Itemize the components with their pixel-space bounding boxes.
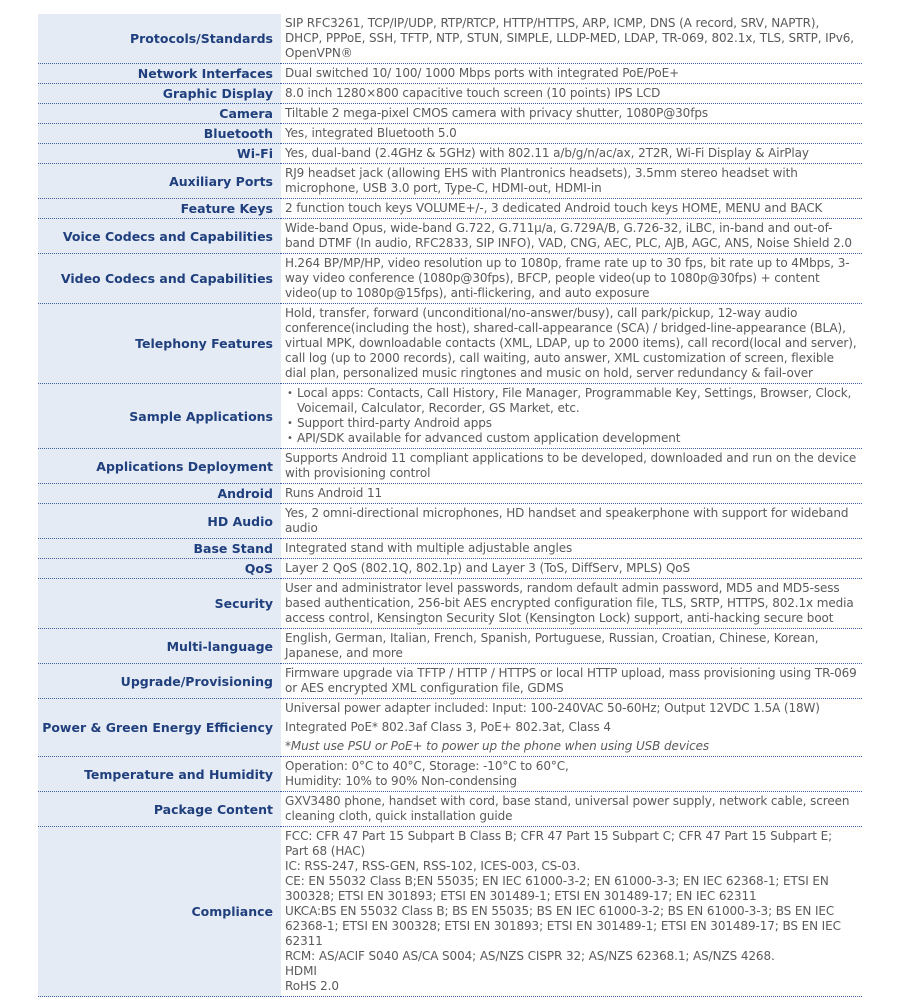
spec-value-line: IC: RSS-247, RSS-GEN, RSS-102, ICES-003, CS-03. bbox=[285, 859, 581, 873]
spec-label: Auxiliary Ports bbox=[38, 164, 281, 199]
spec-table-body bbox=[38, 14, 862, 997]
spec-value bbox=[281, 504, 862, 539]
spec-label: Telephony Features bbox=[38, 304, 281, 384]
spec-value bbox=[281, 699, 862, 757]
spec-row-wi-fi bbox=[38, 144, 862, 164]
spec-value bbox=[281, 219, 862, 254]
spec-bullet-item: • API/SDK available for advanced custom application development bbox=[285, 431, 858, 446]
spec-value-line: Hold, transfer, forward (unconditional/no-answer/busy), call park/pickup, 12-way audio conference(including the host), shared-call-appearance (SCA) / bridged-line-appearance (BLA), virtual MPK, downloadable contacts (XML, LDAP, up to 2000 items), call record(local and server), call log (up to 2000 records), call waiting, auto answer, XML customization of screen, flexible dial plan, personalized music ringtones and music on hold, server redundancy & fail-over bbox=[285, 306, 857, 380]
spec-value-line: RoHS 2.0 bbox=[285, 979, 339, 993]
spec-label: Sample Applications bbox=[38, 384, 281, 449]
spec-value bbox=[281, 164, 862, 199]
spec-row-qos bbox=[38, 559, 862, 579]
spec-value bbox=[281, 449, 862, 484]
spec-row-video-codecs-and-capabilities bbox=[38, 254, 862, 304]
spec-value-line: CE: EN 55032 Class B;EN 55035; EN IEC 61000-3-2; EN 61000-3-3; EN IEC 62368-1; ETSI EN 300328; ETSI EN 301893; ETSI EN 301489-1; ETSI EN 301489-17; EN IEC 62311 bbox=[285, 874, 829, 903]
spec-row-upgrade-provisioning bbox=[38, 664, 862, 699]
spec-row-multi-language bbox=[38, 629, 862, 664]
spec-label: Multi-language bbox=[38, 629, 281, 664]
spec-label: Security bbox=[38, 579, 281, 629]
spec-value bbox=[281, 104, 862, 124]
spec-label: Protocols/Standards bbox=[38, 14, 281, 64]
spec-row-network-interfaces bbox=[38, 64, 862, 84]
spec-label: Upgrade/Provisioning bbox=[38, 664, 281, 699]
spec-row-telephony-features bbox=[38, 304, 862, 384]
spec-row-auxiliary-ports bbox=[38, 164, 862, 199]
spec-value-line: User and administrator level passwords, random default admin password, MD5 and MD5-sess based authentication, 256-bit AES encrypted configuration file, TLS, SRTP, HTTPS, 802.1x media access control, Kensington Security Slot (Kensington Lock) support, anti-hacking secure boot bbox=[285, 581, 854, 625]
spec-label: Compliance bbox=[38, 827, 281, 997]
spec-label: Wi-Fi bbox=[38, 144, 281, 164]
spec-label: QoS bbox=[38, 559, 281, 579]
spec-value-line: Supports Android 11 compliant applications to be developed, downloaded and run on the device with provisioning control bbox=[285, 451, 857, 480]
spec-label: Applications Deployment bbox=[38, 449, 281, 484]
spec-label: Network Interfaces bbox=[38, 64, 281, 84]
spec-value bbox=[281, 199, 862, 219]
spec-bullet-item: • Local apps: Contacts, Call History, File Manager, Programmable Key, Settings, Browser, Clock, Voicemail, Calculator, Recorder, GS Market, etc. bbox=[285, 386, 858, 416]
spec-row-feature-keys bbox=[38, 199, 862, 219]
spec-value-line: Universal power adapter included: Input: 100-240VAC 50-60Hz; Output 12VDC 1.5A (18W) bbox=[285, 701, 820, 715]
spec-row-package-content bbox=[38, 792, 862, 827]
spec-value-line: Operation: 0°C to 40°C, Storage: -10°C to 60°C, bbox=[285, 759, 569, 773]
spec-row-android bbox=[38, 484, 862, 504]
spec-row-camera bbox=[38, 104, 862, 124]
spec-value bbox=[281, 827, 862, 997]
spec-label: Video Codecs and Capabilities bbox=[38, 254, 281, 304]
spec-label: Android bbox=[38, 484, 281, 504]
spec-label: Base Stand bbox=[38, 539, 281, 559]
spec-label: Voice Codecs and Capabilities bbox=[38, 219, 281, 254]
spec-value-line: FCC: CFR 47 Part 15 Subpart B Class B; CFR 47 Part 15 Subpart C; CFR 47 Part 15 Subpart E; Part 68 (HAC) bbox=[285, 829, 833, 858]
spec-row-protocols-standards bbox=[38, 14, 862, 64]
spec-value bbox=[281, 144, 862, 164]
spec-value-line: Tiltable 2 mega-pixel CMOS camera with privacy shutter, 1080P@30fps bbox=[285, 106, 708, 120]
spec-value bbox=[281, 64, 862, 84]
spec-row-graphic-display bbox=[38, 84, 862, 104]
spec-value-line: Dual switched 10/ 100/ 1000 Mbps ports with integrated PoE/PoE+ bbox=[285, 66, 680, 80]
spec-row-base-stand bbox=[38, 539, 862, 559]
spec-table bbox=[38, 14, 862, 997]
spec-value-line: Runs Android 11 bbox=[285, 486, 383, 500]
spec-value bbox=[281, 792, 862, 827]
spec-value-line: English, German, Italian, French, Spanish, Portuguese, Russian, Croatian, Chinese, Korean, Japanese, and more bbox=[285, 631, 819, 660]
spec-label: HD Audio bbox=[38, 504, 281, 539]
spec-value-line: 8.0 inch 1280×800 capacitive touch screen (10 points) IPS LCD bbox=[285, 86, 661, 100]
spec-value bbox=[281, 629, 862, 664]
spec-label: Camera bbox=[38, 104, 281, 124]
spec-value-line: Yes, dual-band (2.4GHz & 5GHz) with 802.11 a/b/g/n/ac/ax, 2T2R, Wi-Fi Display & AirPlay bbox=[285, 146, 809, 160]
spec-value bbox=[281, 304, 862, 384]
spec-label: Graphic Display bbox=[38, 84, 281, 104]
spec-value-line: Wide-band Opus, wide-band G.722, G.711µ/a, G.729A/B, G.726-32, iLBC, in-band and out-of-band DTMF (In audio, RFC2833, SIP INFO), VAD, CNG, AEC, PLC, AJB, AGC, ANS, Noise Shield 2.0 bbox=[285, 221, 852, 250]
spec-row-voice-codecs-and-capabilities bbox=[38, 219, 862, 254]
spec-value-line: Yes, 2 omni-directional microphones, HD handset and speakerphone with support for wideband audio bbox=[285, 506, 849, 535]
spec-value bbox=[281, 539, 862, 559]
spec-label: Bluetooth bbox=[38, 124, 281, 144]
spec-value-line: RJ9 headset jack (allowing EHS with Plantronics headsets), 3.5mm stereo headset with microphone, USB 3.0 port, Type-C, HDMI-out, HDMI-in bbox=[285, 166, 798, 195]
spec-value-line: H.264 BP/MP/HP, video resolution up to 1080p, frame rate up to 30 fps, bit rate up to 4Mbps, 3-way video conference (1080p@30fps), BFCP, people video(up to 1080p@30fps) + content video(up to 1080p@15fps), anti-flickering, and auto exposure bbox=[285, 256, 850, 300]
spec-label: Temperature and Humidity bbox=[38, 757, 281, 792]
spec-row-bluetooth bbox=[38, 124, 862, 144]
spec-row-hd-audio bbox=[38, 504, 862, 539]
spec-value bbox=[281, 384, 862, 449]
spec-value bbox=[281, 559, 862, 579]
spec-value-line: RCM: AS/ACIF S040 AS/CA S004; AS/NZS CISPR 32; AS/NZS 62368.1; AS/NZS 4268. bbox=[285, 949, 775, 963]
spec-value bbox=[281, 124, 862, 144]
spec-label: Power & Green Energy Efficiency bbox=[38, 699, 281, 757]
spec-value-line: Layer 2 QoS (802.1Q, 802.1p) and Layer 3 (ToS, DiffServ, MPLS) QoS bbox=[285, 561, 691, 575]
spec-row-sample-applications bbox=[38, 384, 862, 449]
spec-value-line: GXV3480 phone, handset with cord, base stand, universal power supply, network cable, screen cleaning cloth, quick installation guide bbox=[285, 794, 850, 823]
spec-value bbox=[281, 484, 862, 504]
spec-bullet-item: • Support third-party Android apps bbox=[285, 416, 858, 431]
spec-value-line: Integrated stand with multiple adjustable angles bbox=[285, 541, 573, 555]
spec-row-temperature-and-humidity bbox=[38, 757, 862, 792]
spec-value bbox=[281, 254, 862, 304]
spec-value-line: 2 function touch keys VOLUME+/-, 3 dedicated Android touch keys HOME, MENU and BACK bbox=[285, 201, 823, 215]
spec-value-line: HDMI bbox=[285, 964, 317, 978]
spec-row-applications-deployment bbox=[38, 449, 862, 484]
spec-label: Feature Keys bbox=[38, 199, 281, 219]
spec-value-line: Humidity: 10% to 90% Non-condensing bbox=[285, 774, 517, 788]
spec-footnote: *Must use PSU or PoE+ to power up the phone when using USB devices bbox=[285, 739, 710, 753]
spec-value-line: Firmware upgrade via TFTP / HTTP / HTTPS or local HTTP upload, mass provisioning using TR-069 or AES encrypted XML configuration file, GDMS bbox=[285, 666, 857, 695]
spec-row-security bbox=[38, 579, 862, 629]
spec-value bbox=[281, 664, 862, 699]
spec-value-line: UKCA:BS EN 55032 Class B; BS EN 55035; BS EN IEC 61000-3-2; BS EN 61000-3-3; BS EN IEC 62368-1; ETSI EN 300328; ETSI EN 301893; ETSI EN 301489-1; ETSI EN 301489-17; BS EN IEC 62311 bbox=[285, 904, 841, 948]
spec-row-compliance bbox=[38, 827, 862, 997]
spec-value bbox=[281, 14, 862, 64]
spec-value bbox=[281, 84, 862, 104]
spec-value bbox=[281, 757, 862, 792]
spec-value bbox=[281, 579, 862, 629]
spec-row-power-green-energy-efficiency bbox=[38, 699, 862, 757]
spec-value-line: Integrated PoE* 802.3af Class 3, PoE+ 802.3at, Class 4 bbox=[285, 720, 611, 734]
spec-label: Package Content bbox=[38, 792, 281, 827]
spec-value-line: Yes, integrated Bluetooth 5.0 bbox=[285, 126, 457, 140]
spec-value-line: SIP RFC3261, TCP/IP/UDP, RTP/RTCP, HTTP/HTTPS, ARP, ICMP, DNS (A record, SRV, NAPTR), DHCP, PPPoE, SSH, TFTP, NTP, STUN, SIMPLE, LLDP-MED, LDAP, TR-069, 802.1x, TLS, SRTP, IPv6, OpenVPN® bbox=[285, 16, 854, 60]
